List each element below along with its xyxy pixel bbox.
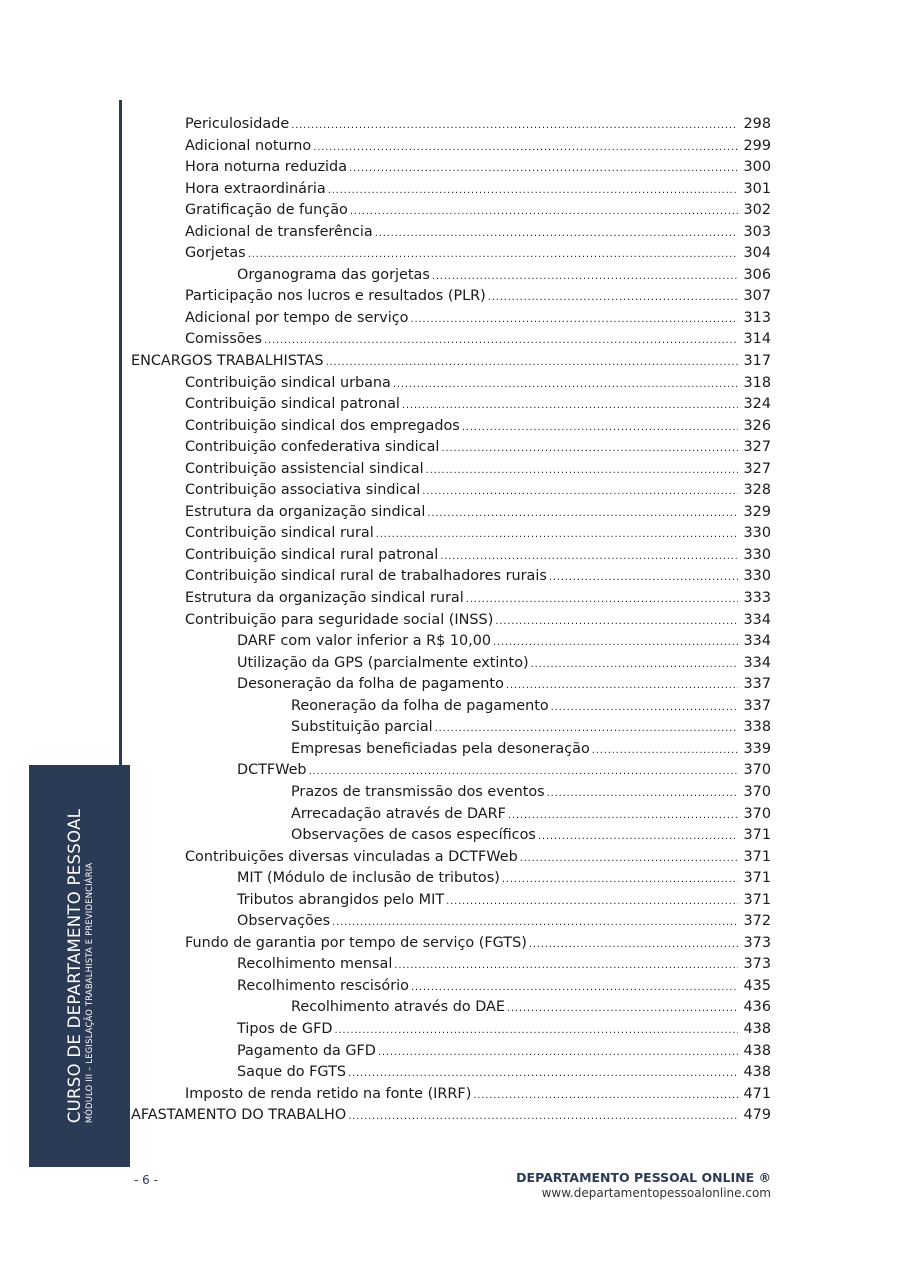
toc-dot-leader bbox=[549, 566, 738, 589]
toc-entry bbox=[131, 588, 771, 610]
toc-dot-leader bbox=[488, 286, 738, 309]
footer-brand-block bbox=[516, 1170, 771, 1200]
toc-entry-page: 302 bbox=[743, 202, 771, 219]
toc-entry-title: ENCARGOS TRABALHISTAS bbox=[131, 353, 324, 370]
toc-dot-leader bbox=[495, 610, 738, 633]
toc-dot-leader bbox=[375, 222, 738, 245]
toc-dot-leader bbox=[446, 890, 738, 913]
toc-entry-title: Adicional de transferência bbox=[185, 223, 373, 240]
toc-dot-leader bbox=[547, 782, 738, 805]
toc-entry-title: Contribuição para seguridade social (INSS) bbox=[185, 611, 494, 628]
toc-entry bbox=[131, 157, 771, 179]
toc-entry bbox=[131, 566, 771, 588]
toc-entry-page: 307 bbox=[743, 288, 771, 305]
toc-entry bbox=[131, 200, 771, 222]
toc-entry-title: Hora extraordinária bbox=[185, 180, 326, 197]
toc-entry-title: Adicional noturno bbox=[185, 137, 312, 154]
side-banner-text bbox=[65, 809, 95, 1123]
toc-entry bbox=[131, 502, 771, 524]
toc-entry bbox=[131, 286, 771, 308]
toc-entry bbox=[131, 933, 771, 955]
toc-dot-leader bbox=[309, 760, 738, 783]
toc-entry bbox=[131, 1105, 771, 1127]
toc-entry-page: 330 bbox=[743, 568, 771, 585]
toc-dot-leader bbox=[349, 157, 738, 180]
toc-entry-title: Recolhimento mensal bbox=[237, 956, 393, 973]
toc-entry-page: 370 bbox=[743, 805, 771, 822]
toc-dot-leader bbox=[291, 114, 738, 137]
toc-entry-title: Contribuição sindical patronal bbox=[185, 396, 400, 413]
toc-entry-title: MIT (Módulo de inclusão de tributos) bbox=[237, 870, 500, 887]
toc-entry-title: Utilização da GPS (parcialmente extinto) bbox=[237, 654, 529, 671]
toc-entry-page: 338 bbox=[743, 719, 771, 736]
toc-entry-title: Contribuição sindical rural bbox=[185, 525, 374, 542]
course-title: CURSO DE DEPARTAMENTO PESSOAL bbox=[64, 808, 84, 1124]
toc-dot-leader bbox=[350, 200, 738, 223]
toc-entry-page: 373 bbox=[743, 956, 771, 973]
toc-entry-page: 318 bbox=[743, 374, 771, 391]
toc-entry bbox=[131, 1084, 771, 1106]
toc-entry-page: 337 bbox=[743, 676, 771, 693]
toc-entry-title: Empresas beneficiadas pela desoneração bbox=[291, 740, 590, 757]
toc-entry-title: Reoneração da folha de pagamento bbox=[291, 697, 549, 714]
toc-entry-page: 371 bbox=[743, 827, 771, 844]
toc-entry-title: Saque do FGTS bbox=[237, 1064, 346, 1081]
toc-entry-page: 371 bbox=[743, 891, 771, 908]
toc-entry-title: AFASTAMENTO DO TRABALHO bbox=[131, 1107, 347, 1124]
toc-entry bbox=[131, 179, 771, 201]
toc-entry bbox=[131, 911, 771, 933]
toc-dot-leader bbox=[426, 459, 738, 482]
toc-entry-page: 314 bbox=[743, 331, 771, 348]
toc-dot-leader bbox=[538, 825, 738, 848]
toc-dot-leader bbox=[326, 351, 738, 374]
toc-entry bbox=[131, 631, 771, 653]
toc-entry-title: Estrutura da organização sindical rural bbox=[185, 590, 464, 607]
toc-entry-title: Arrecadação através de DARF bbox=[291, 805, 506, 822]
toc-entry bbox=[131, 739, 771, 761]
toc-dot-leader bbox=[411, 976, 738, 999]
toc-entry-title: Contribuição sindical dos empregados bbox=[185, 417, 460, 434]
toc-entry-page: 370 bbox=[743, 762, 771, 779]
toc-entry bbox=[131, 265, 771, 287]
toc-entry-page: 327 bbox=[743, 460, 771, 477]
toc-dot-leader bbox=[394, 954, 738, 977]
toc-entry-page: 313 bbox=[743, 309, 771, 326]
toc-dot-leader bbox=[507, 997, 738, 1020]
toc-entry-title: Contribuição sindical urbana bbox=[185, 374, 391, 391]
toc-entry-title: Contribuição sindical rural patronal bbox=[185, 546, 439, 563]
toc-entry bbox=[131, 394, 771, 416]
toc-entry bbox=[131, 717, 771, 739]
toc-entry-page: 339 bbox=[743, 740, 771, 757]
toc-entry-page: 298 bbox=[743, 116, 771, 132]
toc-entry-title: Tributos abrangidos pelo MIT bbox=[237, 891, 445, 908]
toc-entry bbox=[131, 760, 771, 782]
toc-entry bbox=[131, 437, 771, 459]
toc-dot-leader bbox=[508, 804, 738, 827]
toc-entry bbox=[131, 782, 771, 804]
toc-entry bbox=[131, 136, 771, 158]
toc-entry bbox=[131, 997, 771, 1019]
toc-dot-leader bbox=[493, 631, 738, 654]
toc-entry-title: Adicional por tempo de serviço bbox=[185, 309, 409, 326]
toc-entry-page: 438 bbox=[743, 1042, 771, 1059]
toc-entry bbox=[131, 868, 771, 890]
toc-entry-page: 471 bbox=[743, 1085, 771, 1102]
toc-entry bbox=[131, 329, 771, 351]
side-banner bbox=[29, 765, 130, 1167]
toc-dot-leader bbox=[435, 717, 738, 740]
toc-entry-page: 438 bbox=[743, 1020, 771, 1037]
toc-dot-leader bbox=[520, 847, 738, 870]
toc-entry bbox=[131, 480, 771, 502]
toc-entry bbox=[131, 351, 771, 373]
footer-brand: DEPARTAMENTO PESSOAL ONLINE ® bbox=[516, 1170, 771, 1185]
toc-dot-leader bbox=[531, 653, 738, 676]
footer-url: www.departamentopessoalonline.com bbox=[541, 1186, 771, 1200]
toc-dot-leader bbox=[376, 523, 738, 546]
toc-entry bbox=[131, 114, 771, 136]
toc-entry bbox=[131, 976, 771, 998]
toc-dot-leader bbox=[328, 179, 738, 202]
toc-entry-title: Substituição parcial bbox=[291, 719, 433, 736]
toc-entry-title: Comissões bbox=[185, 331, 263, 348]
toc-entry-title: Contribuição associativa sindical bbox=[185, 482, 421, 499]
toc-dot-leader bbox=[592, 739, 738, 762]
toc-entry-title: Imposto de renda retido na fonte (IRRF) bbox=[185, 1085, 472, 1102]
toc-entry-page: 373 bbox=[743, 934, 771, 951]
toc-entry bbox=[131, 653, 771, 675]
toc-dot-leader bbox=[422, 480, 738, 503]
toc-entry-title: Hora noturna reduzida bbox=[185, 159, 348, 176]
toc-dot-leader bbox=[334, 1019, 738, 1042]
toc-dot-leader bbox=[466, 588, 738, 611]
toc-entry-title: Observações bbox=[237, 913, 331, 930]
toc-entry bbox=[131, 825, 771, 847]
toc-entry bbox=[131, 1041, 771, 1063]
toc-entry-title: DCTFWeb bbox=[237, 762, 307, 779]
toc-entry-title: Gorjetas bbox=[185, 245, 246, 262]
toc-entry bbox=[131, 243, 771, 265]
toc-entry-page: 334 bbox=[743, 654, 771, 671]
toc-entry-page: 334 bbox=[743, 633, 771, 650]
toc-entry bbox=[131, 804, 771, 826]
toc-dot-leader bbox=[313, 136, 738, 159]
toc-entry-page: 330 bbox=[743, 546, 771, 563]
toc-entry-page: 337 bbox=[743, 697, 771, 714]
toc-entry-title: Periculosidade bbox=[185, 116, 290, 132]
toc-entry-page: 436 bbox=[743, 999, 771, 1016]
toc-entry-page: 438 bbox=[743, 1064, 771, 1081]
toc-entry-title: Recolhimento rescisório bbox=[237, 977, 409, 994]
toc-dot-leader bbox=[506, 674, 738, 697]
toc-entry bbox=[131, 954, 771, 976]
toc-entry bbox=[131, 308, 771, 330]
toc-entry-title: Contribuição sindical rural de trabalhadores rurais bbox=[185, 568, 547, 585]
toc-dot-leader bbox=[440, 545, 738, 568]
toc-entry bbox=[131, 674, 771, 696]
page-number: - 6 - bbox=[134, 1173, 158, 1187]
toc-dot-leader bbox=[529, 933, 738, 956]
toc-entry-title: Recolhimento através do DAE bbox=[291, 999, 505, 1016]
toc-entry bbox=[131, 222, 771, 244]
toc-entry bbox=[131, 459, 771, 481]
toc-entry-title: DARF com valor inferior a R$ 10,00 bbox=[237, 633, 492, 650]
toc-entry-title: Estrutura da organização sindical bbox=[185, 503, 426, 520]
toc-entry-page: 299 bbox=[743, 137, 771, 154]
toc-entry bbox=[131, 890, 771, 912]
toc-entry bbox=[131, 416, 771, 438]
toc-entry-page: 327 bbox=[743, 439, 771, 456]
toc-entry-page: 304 bbox=[743, 245, 771, 262]
toc-entry bbox=[131, 545, 771, 567]
toc-dot-leader bbox=[502, 868, 738, 891]
toc-entry-page: 303 bbox=[743, 223, 771, 240]
toc-entry bbox=[131, 610, 771, 632]
toc-entry bbox=[131, 523, 771, 545]
toc-entry-title: Fundo de garantia por tempo de serviço (FGTS) bbox=[185, 934, 527, 951]
toc-entry-title: Participação nos lucros e resultados (PLR) bbox=[185, 288, 486, 305]
toc-entry bbox=[131, 696, 771, 718]
toc-dot-leader bbox=[393, 373, 738, 396]
toc-entry-title: Contribuição confederativa sindical bbox=[185, 439, 440, 456]
toc-entry-page: 333 bbox=[743, 590, 771, 607]
toc-entry bbox=[131, 1062, 771, 1084]
toc-dot-leader bbox=[473, 1084, 738, 1107]
toc-entry bbox=[131, 1019, 771, 1041]
toc-entry-page: 334 bbox=[743, 611, 771, 628]
toc-entry-page: 330 bbox=[743, 525, 771, 542]
toc-entry-title: Organograma das gorjetas bbox=[237, 266, 430, 283]
toc-dot-leader bbox=[402, 394, 738, 417]
toc-dot-leader bbox=[378, 1041, 738, 1064]
toc-dot-leader bbox=[348, 1062, 738, 1085]
toc-entry-title: Contribuições diversas vinculadas a DCTFWeb bbox=[185, 848, 518, 865]
toc-entry-page: 329 bbox=[743, 503, 771, 520]
toc-dot-leader bbox=[551, 696, 738, 719]
toc-dot-leader bbox=[427, 502, 738, 525]
toc-entry-page: 300 bbox=[743, 159, 771, 176]
toc-dot-leader bbox=[441, 437, 738, 460]
toc-entry bbox=[131, 847, 771, 869]
toc-entry-page: 371 bbox=[743, 870, 771, 887]
course-subtitle: MÓDULO III – LEGISLAÇÃO TRABALHISTA E PREVIDENCIÁRIA bbox=[83, 862, 94, 1124]
toc-entry-page: 370 bbox=[743, 783, 771, 800]
toc-entry-page: 372 bbox=[743, 913, 771, 930]
toc-entry-page: 326 bbox=[743, 417, 771, 434]
toc-entry-page: 301 bbox=[743, 180, 771, 197]
toc-entry-page: 324 bbox=[743, 396, 771, 413]
toc-entry bbox=[131, 373, 771, 395]
toc-entry-title: Tipos de GFD bbox=[237, 1020, 333, 1037]
toc-entry-title: Gratificação de função bbox=[185, 202, 348, 219]
toc-entry-page: 371 bbox=[743, 848, 771, 865]
toc-entry-page: 479 bbox=[743, 1107, 771, 1124]
toc-dot-leader bbox=[248, 243, 738, 266]
toc-entry-page: 317 bbox=[743, 353, 771, 370]
table-of-contents bbox=[131, 114, 771, 1127]
toc-entry-title: Observações de casos específicos bbox=[291, 827, 536, 844]
toc-dot-leader bbox=[332, 911, 738, 934]
toc-dot-leader bbox=[348, 1105, 738, 1128]
toc-entry-page: 306 bbox=[743, 266, 771, 283]
toc-entry-title: Contribuição assistencial sindical bbox=[185, 460, 424, 477]
toc-entry-page: 435 bbox=[743, 977, 771, 994]
toc-dot-leader bbox=[462, 416, 738, 439]
toc-dot-leader bbox=[432, 265, 738, 288]
toc-entry-title: Pagamento da GFD bbox=[237, 1042, 376, 1059]
toc-entry-page: 328 bbox=[743, 482, 771, 499]
toc-entry-title: Prazos de transmissão dos eventos bbox=[291, 783, 545, 800]
toc-dot-leader bbox=[264, 329, 738, 352]
toc-dot-leader bbox=[410, 308, 738, 331]
toc-entry-title: Desoneração da folha de pagamento bbox=[237, 676, 504, 693]
